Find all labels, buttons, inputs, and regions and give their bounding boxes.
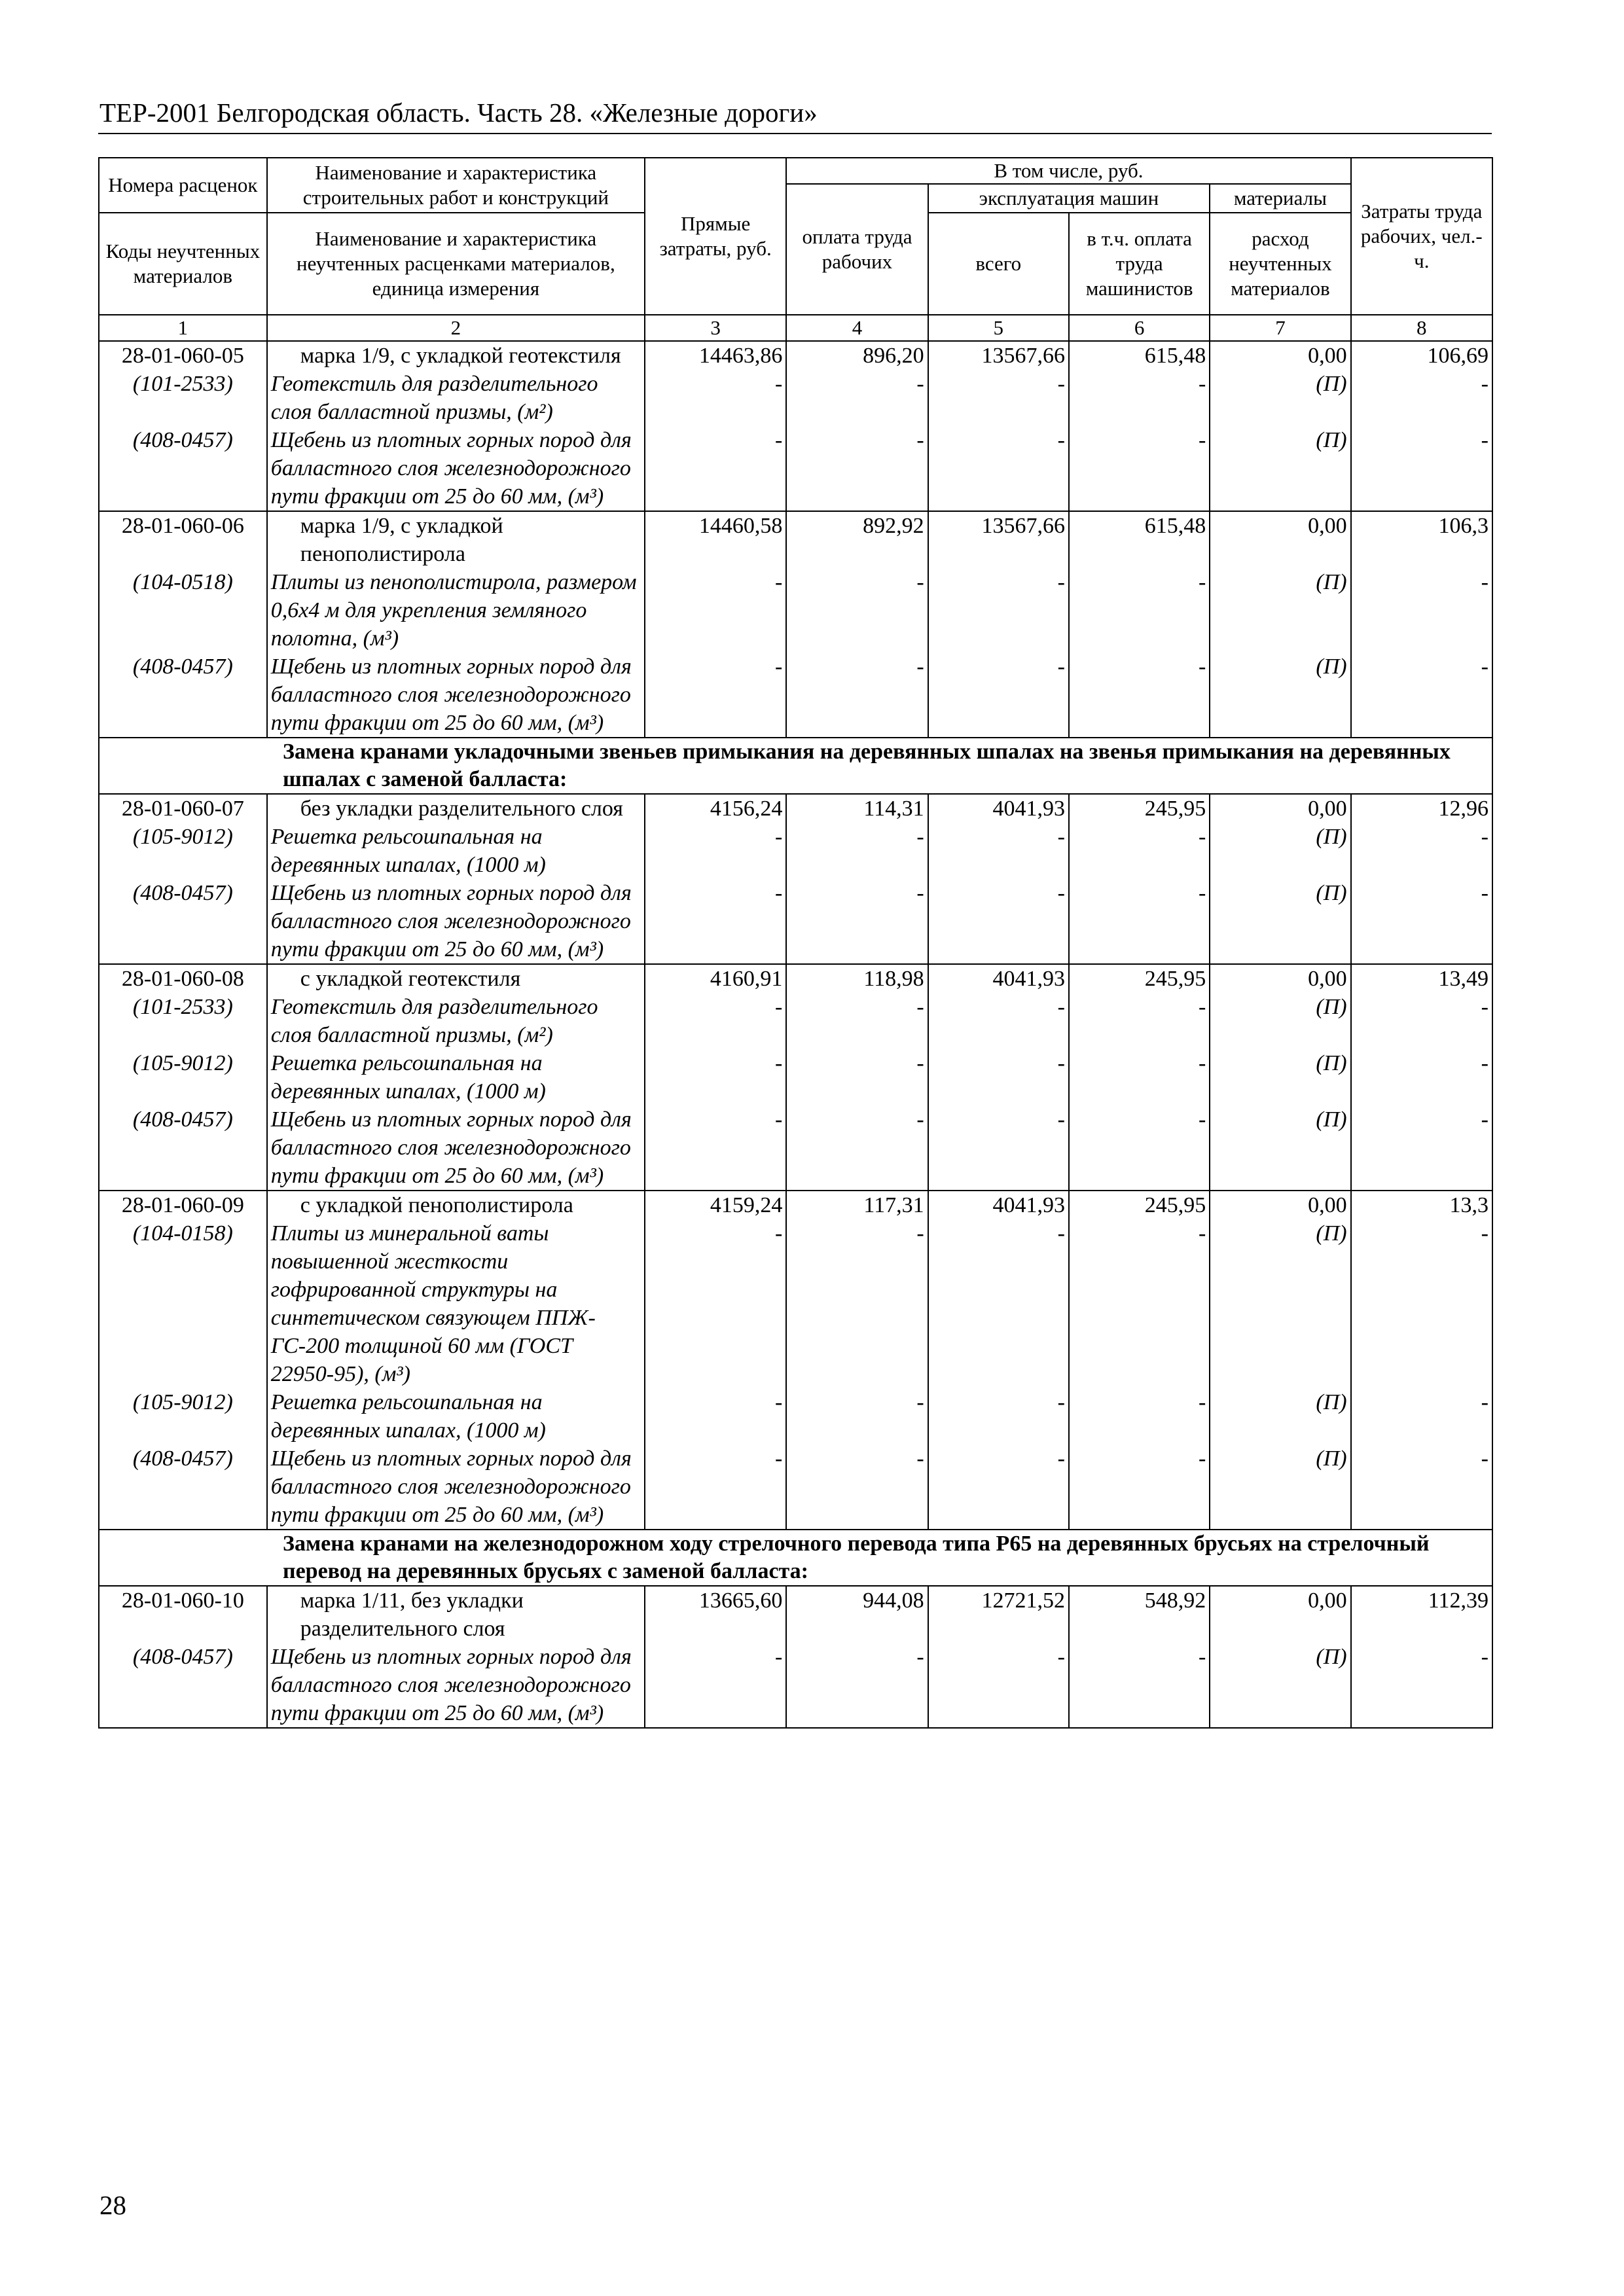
- rate-code: (408-0457): [99, 879, 267, 964]
- materials-value: 0,00: [1210, 794, 1350, 823]
- machine-total: -: [928, 879, 1069, 964]
- col-head-labor-costs: Затраты труда рабочих, чел.-ч.: [1351, 158, 1492, 315]
- labor-hours: 12,96: [1351, 794, 1492, 823]
- material-row: [99, 1643, 1492, 1728]
- machine-total: -: [928, 568, 1069, 653]
- direct-costs: -: [645, 1388, 786, 1444]
- machine-total: -: [928, 1388, 1069, 1444]
- materials-value: (П): [1210, 1643, 1350, 1728]
- col-number: 5: [928, 315, 1069, 341]
- rate-row: [99, 341, 1492, 370]
- labor-hours: -: [1351, 1444, 1492, 1530]
- machinist-pay: -: [1069, 1444, 1210, 1530]
- item-name: Щебень из плотных горных пород для балластного слоя железнодорожного пути фракции от 25 до 60 мм, (м³): [267, 1105, 645, 1191]
- material-row: [99, 1049, 1492, 1105]
- col-head-materials: материалы: [1210, 184, 1350, 213]
- col-number: 2: [267, 315, 645, 341]
- direct-costs: -: [645, 370, 786, 426]
- rate-code: 28-01-060-08: [99, 964, 267, 993]
- machinist-pay: -: [1069, 568, 1210, 653]
- material-row: [99, 370, 1492, 426]
- machine-total: -: [928, 1219, 1069, 1388]
- item-name: марка 1/11, без укладки разделительного слоя: [267, 1586, 645, 1643]
- rate-code: (408-0457): [99, 1643, 267, 1728]
- materials-value: (П): [1210, 568, 1350, 653]
- col-number: 8: [1351, 315, 1492, 341]
- materials-value: (П): [1210, 370, 1350, 426]
- labor-pay: -: [786, 653, 928, 738]
- direct-costs: 4160,91: [645, 964, 786, 993]
- machine-total: -: [928, 1643, 1069, 1728]
- labor-hours: -: [1351, 879, 1492, 964]
- machinist-pay: -: [1069, 1105, 1210, 1191]
- machinist-pay: 245,95: [1069, 964, 1210, 993]
- col-head-machine-operation: эксплуатация машин: [928, 184, 1210, 213]
- labor-pay: -: [786, 1105, 928, 1191]
- rate-code: (104-0518): [99, 568, 267, 653]
- labor-hours: 13,3: [1351, 1191, 1492, 1219]
- labor-hours: -: [1351, 653, 1492, 738]
- col-number: 3: [645, 315, 786, 341]
- item-name: Геотекстиль для разделительного слоя балластной призмы, (м²): [267, 370, 645, 426]
- rate-row: [99, 1191, 1492, 1219]
- machinist-pay: 548,92: [1069, 1586, 1210, 1643]
- direct-costs: 14463,86: [645, 341, 786, 370]
- machinist-pay: 615,48: [1069, 511, 1210, 568]
- material-row: [99, 1105, 1492, 1191]
- materials-value: 0,00: [1210, 341, 1350, 370]
- item-name: марка 1/9, с укладкой пенополистирола: [267, 511, 645, 568]
- machinist-pay: -: [1069, 993, 1210, 1049]
- rate-code: 28-01-060-05: [99, 341, 267, 370]
- material-row: [99, 568, 1492, 653]
- materials-value: (П): [1210, 1049, 1350, 1105]
- labor-pay: -: [786, 1049, 928, 1105]
- material-row: [99, 823, 1492, 879]
- labor-hours: -: [1351, 1219, 1492, 1388]
- col-number: 1: [99, 315, 267, 341]
- rate-code: (408-0457): [99, 426, 267, 511]
- labor-pay: 896,20: [786, 341, 928, 370]
- rate-code: (408-0457): [99, 1444, 267, 1530]
- rate-code: (101-2533): [99, 993, 267, 1049]
- material-row: [99, 879, 1492, 964]
- machine-total: -: [928, 653, 1069, 738]
- labor-hours: -: [1351, 1105, 1492, 1191]
- item-name: Щебень из плотных горных пород для балластного слоя железнодорожного пути фракции от 25 до 60 мм, (м³): [267, 879, 645, 964]
- machinist-pay: 245,95: [1069, 1191, 1210, 1219]
- materials-value: 0,00: [1210, 1191, 1350, 1219]
- machinist-pay: -: [1069, 1643, 1210, 1728]
- col-head-rate-numbers: Номера расценок: [99, 158, 267, 213]
- col-number: 7: [1210, 315, 1350, 341]
- rate-row: [99, 1586, 1492, 1643]
- col-head-labor-pay: оплата труда рабочих: [786, 184, 928, 315]
- item-name: Решетка рельсошпальная на деревянных шпалах, (1000 м): [267, 1049, 645, 1105]
- rate-code: (408-0457): [99, 1105, 267, 1191]
- labor-pay: 892,92: [786, 511, 928, 568]
- item-name: без укладки разделительного слоя: [267, 794, 645, 823]
- machine-total: 4041,93: [928, 964, 1069, 993]
- item-name: с укладкой геотекстиля: [267, 964, 645, 993]
- direct-costs: -: [645, 1444, 786, 1530]
- item-name: Плиты из пенополистирола, размером 0,6х4 м для укрепления земляного полотна, (м³): [267, 568, 645, 653]
- labor-pay: -: [786, 823, 928, 879]
- labor-hours: 106,69: [1351, 341, 1492, 370]
- rate-code: (105-9012): [99, 1049, 267, 1105]
- rate-code: (408-0457): [99, 653, 267, 738]
- labor-pay: 114,31: [786, 794, 928, 823]
- materials-value: 0,00: [1210, 511, 1350, 568]
- labor-hours: 13,49: [1351, 964, 1492, 993]
- item-name: Плиты из минеральной ваты повышенной жесткости гофрированной структуры на синтетическом связующем ППЖ-ГС-200 толщиной 60 мм (ГОСТ 22950-95), (м³): [267, 1219, 645, 1388]
- direct-costs: -: [645, 1219, 786, 1388]
- material-row: [99, 1388, 1492, 1444]
- labor-pay: -: [786, 993, 928, 1049]
- materials-value: (П): [1210, 1444, 1350, 1530]
- col-head-including: В том числе, руб.: [786, 158, 1350, 184]
- machine-total: -: [928, 1105, 1069, 1191]
- labor-hours: -: [1351, 568, 1492, 653]
- labor-hours: -: [1351, 426, 1492, 511]
- item-name: Решетка рельсошпальная на деревянных шпалах, (1000 м): [267, 823, 645, 879]
- rate-code: 28-01-060-06: [99, 511, 267, 568]
- direct-costs: -: [645, 879, 786, 964]
- materials-value: 0,00: [1210, 1586, 1350, 1643]
- machinist-pay: 615,48: [1069, 341, 1210, 370]
- rate-row: [99, 511, 1492, 568]
- material-row: [99, 653, 1492, 738]
- labor-pay: -: [786, 370, 928, 426]
- section-heading: Замена кранами укладочными звеньев примыкания на деревянных шпалах на звенья примыкания на деревянных шпалах с заменой балласта:: [99, 738, 1492, 794]
- direct-costs: -: [645, 568, 786, 653]
- labor-pay: -: [786, 568, 928, 653]
- col-head-machine-labor: в т.ч. оплата труда машинистов: [1069, 213, 1210, 315]
- direct-costs: 13665,60: [645, 1586, 786, 1643]
- material-row: [99, 426, 1492, 511]
- labor-hours: -: [1351, 1049, 1492, 1105]
- rate-code: (101-2533): [99, 370, 267, 426]
- machinist-pay: 245,95: [1069, 794, 1210, 823]
- machinist-pay: -: [1069, 426, 1210, 511]
- rate-row: [99, 794, 1492, 823]
- labor-pay: -: [786, 1219, 928, 1388]
- col-head-material-codes: Коды неучтенных материалов: [99, 213, 267, 315]
- labor-pay: 944,08: [786, 1586, 928, 1643]
- machinist-pay: -: [1069, 1049, 1210, 1105]
- page-number: 28: [99, 2190, 126, 2220]
- labor-hours: -: [1351, 993, 1492, 1049]
- machinist-pay: -: [1069, 653, 1210, 738]
- direct-costs: -: [645, 1049, 786, 1105]
- item-name: с укладкой пенополистирола: [267, 1191, 645, 1219]
- direct-costs: -: [645, 653, 786, 738]
- rates-table: [98, 157, 1493, 1729]
- materials-value: (П): [1210, 1388, 1350, 1444]
- materials-value: 0,00: [1210, 964, 1350, 993]
- materials-value: (П): [1210, 653, 1350, 738]
- direct-costs: -: [645, 993, 786, 1049]
- labor-hours: -: [1351, 823, 1492, 879]
- labor-hours: 106,3: [1351, 511, 1492, 568]
- header-divider: [98, 133, 1492, 134]
- materials-value: (П): [1210, 426, 1350, 511]
- col-head-material-name: Наименование и характеристика неучтенных расценками материалов, единица измерения: [267, 213, 645, 315]
- machine-total: -: [928, 1444, 1069, 1530]
- section-heading-row: [99, 738, 1492, 794]
- col-number: 4: [786, 315, 928, 341]
- col-head-direct-costs: Прямые затраты, руб.: [645, 158, 786, 315]
- item-name: Щебень из плотных горных пород для балластного слоя железнодорожного пути фракции от 25 до 60 мм, (м³): [267, 1444, 645, 1530]
- materials-value: (П): [1210, 993, 1350, 1049]
- col-head-machine-total: всего: [928, 213, 1069, 315]
- table-body: [99, 341, 1492, 1728]
- item-name: Решетка рельсошпальная на деревянных шпалах, (1000 м): [267, 1388, 645, 1444]
- rate-code: (104-0158): [99, 1219, 267, 1388]
- rate-code: 28-01-060-10: [99, 1586, 267, 1643]
- labor-hours: 112,39: [1351, 1586, 1492, 1643]
- direct-costs: 4159,24: [645, 1191, 786, 1219]
- labor-pay: -: [786, 1444, 928, 1530]
- item-name: Геотекстиль для разделительного слоя балластной призмы, (м²): [267, 993, 645, 1049]
- direct-costs: -: [645, 823, 786, 879]
- page-header-title: ТЕР-2001 Белгородская область. Часть 28. «Железные дороги»: [99, 98, 818, 128]
- machine-total: -: [928, 993, 1069, 1049]
- direct-costs: -: [645, 1105, 786, 1191]
- machine-total: 13567,66: [928, 511, 1069, 568]
- section-heading: Замена кранами на железнодорожном ходу стрелочного перевода типа Р65 на деревянных брусьях на стрелочный перевод на деревянных брусьях с заменой балласта:: [99, 1530, 1492, 1586]
- direct-costs: -: [645, 426, 786, 511]
- item-name: Щебень из плотных горных пород для балластного слоя железнодорожного пути фракции от 25 до 60 мм, (м³): [267, 426, 645, 511]
- material-row: [99, 1219, 1492, 1388]
- machinist-pay: -: [1069, 1219, 1210, 1388]
- item-name: Щебень из плотных горных пород для балластного слоя железнодорожного пути фракции от 25 до 60 мм, (м³): [267, 653, 645, 738]
- labor-hours: -: [1351, 1643, 1492, 1728]
- labor-pay: -: [786, 879, 928, 964]
- machine-total: 12721,52: [928, 1586, 1069, 1643]
- materials-value: (П): [1210, 1105, 1350, 1191]
- materials-value: (П): [1210, 879, 1350, 964]
- labor-hours: -: [1351, 1388, 1492, 1444]
- machine-total: 4041,93: [928, 794, 1069, 823]
- col-head-materials-consumption: расход неучтенных материалов: [1210, 213, 1350, 315]
- rate-code: (105-9012): [99, 823, 267, 879]
- rate-code: (105-9012): [99, 1388, 267, 1444]
- machinist-pay: -: [1069, 370, 1210, 426]
- machine-total: -: [928, 426, 1069, 511]
- rate-row: [99, 964, 1492, 993]
- labor-pay: 118,98: [786, 964, 928, 993]
- material-row: [99, 1444, 1492, 1530]
- labor-hours: -: [1351, 370, 1492, 426]
- materials-value: (П): [1210, 823, 1350, 879]
- machinist-pay: -: [1069, 823, 1210, 879]
- labor-pay: -: [786, 1643, 928, 1728]
- machine-total: -: [928, 823, 1069, 879]
- section-heading-row: [99, 1530, 1492, 1586]
- machinist-pay: -: [1069, 1388, 1210, 1444]
- labor-pay: 117,31: [786, 1191, 928, 1219]
- col-head-work-name: Наименование и характеристика строительных работ и конструкций: [267, 158, 645, 213]
- item-name: Щебень из плотных горных пород для балластного слоя железнодорожного пути фракции от 25 до 60 мм, (м³): [267, 1643, 645, 1728]
- direct-costs: 4156,24: [645, 794, 786, 823]
- machine-total: -: [928, 1049, 1069, 1105]
- machine-total: 4041,93: [928, 1191, 1069, 1219]
- material-row: [99, 993, 1492, 1049]
- materials-value: (П): [1210, 1219, 1350, 1388]
- col-number: 6: [1069, 315, 1210, 341]
- direct-costs: 14460,58: [645, 511, 786, 568]
- rate-code: 28-01-060-09: [99, 1191, 267, 1219]
- machine-total: -: [928, 370, 1069, 426]
- rate-code: 28-01-060-07: [99, 794, 267, 823]
- labor-pay: -: [786, 1388, 928, 1444]
- direct-costs: -: [645, 1643, 786, 1728]
- machinist-pay: -: [1069, 879, 1210, 964]
- machine-total: 13567,66: [928, 341, 1069, 370]
- labor-pay: -: [786, 426, 928, 511]
- item-name: марка 1/9, с укладкой геотекстиля: [267, 341, 645, 370]
